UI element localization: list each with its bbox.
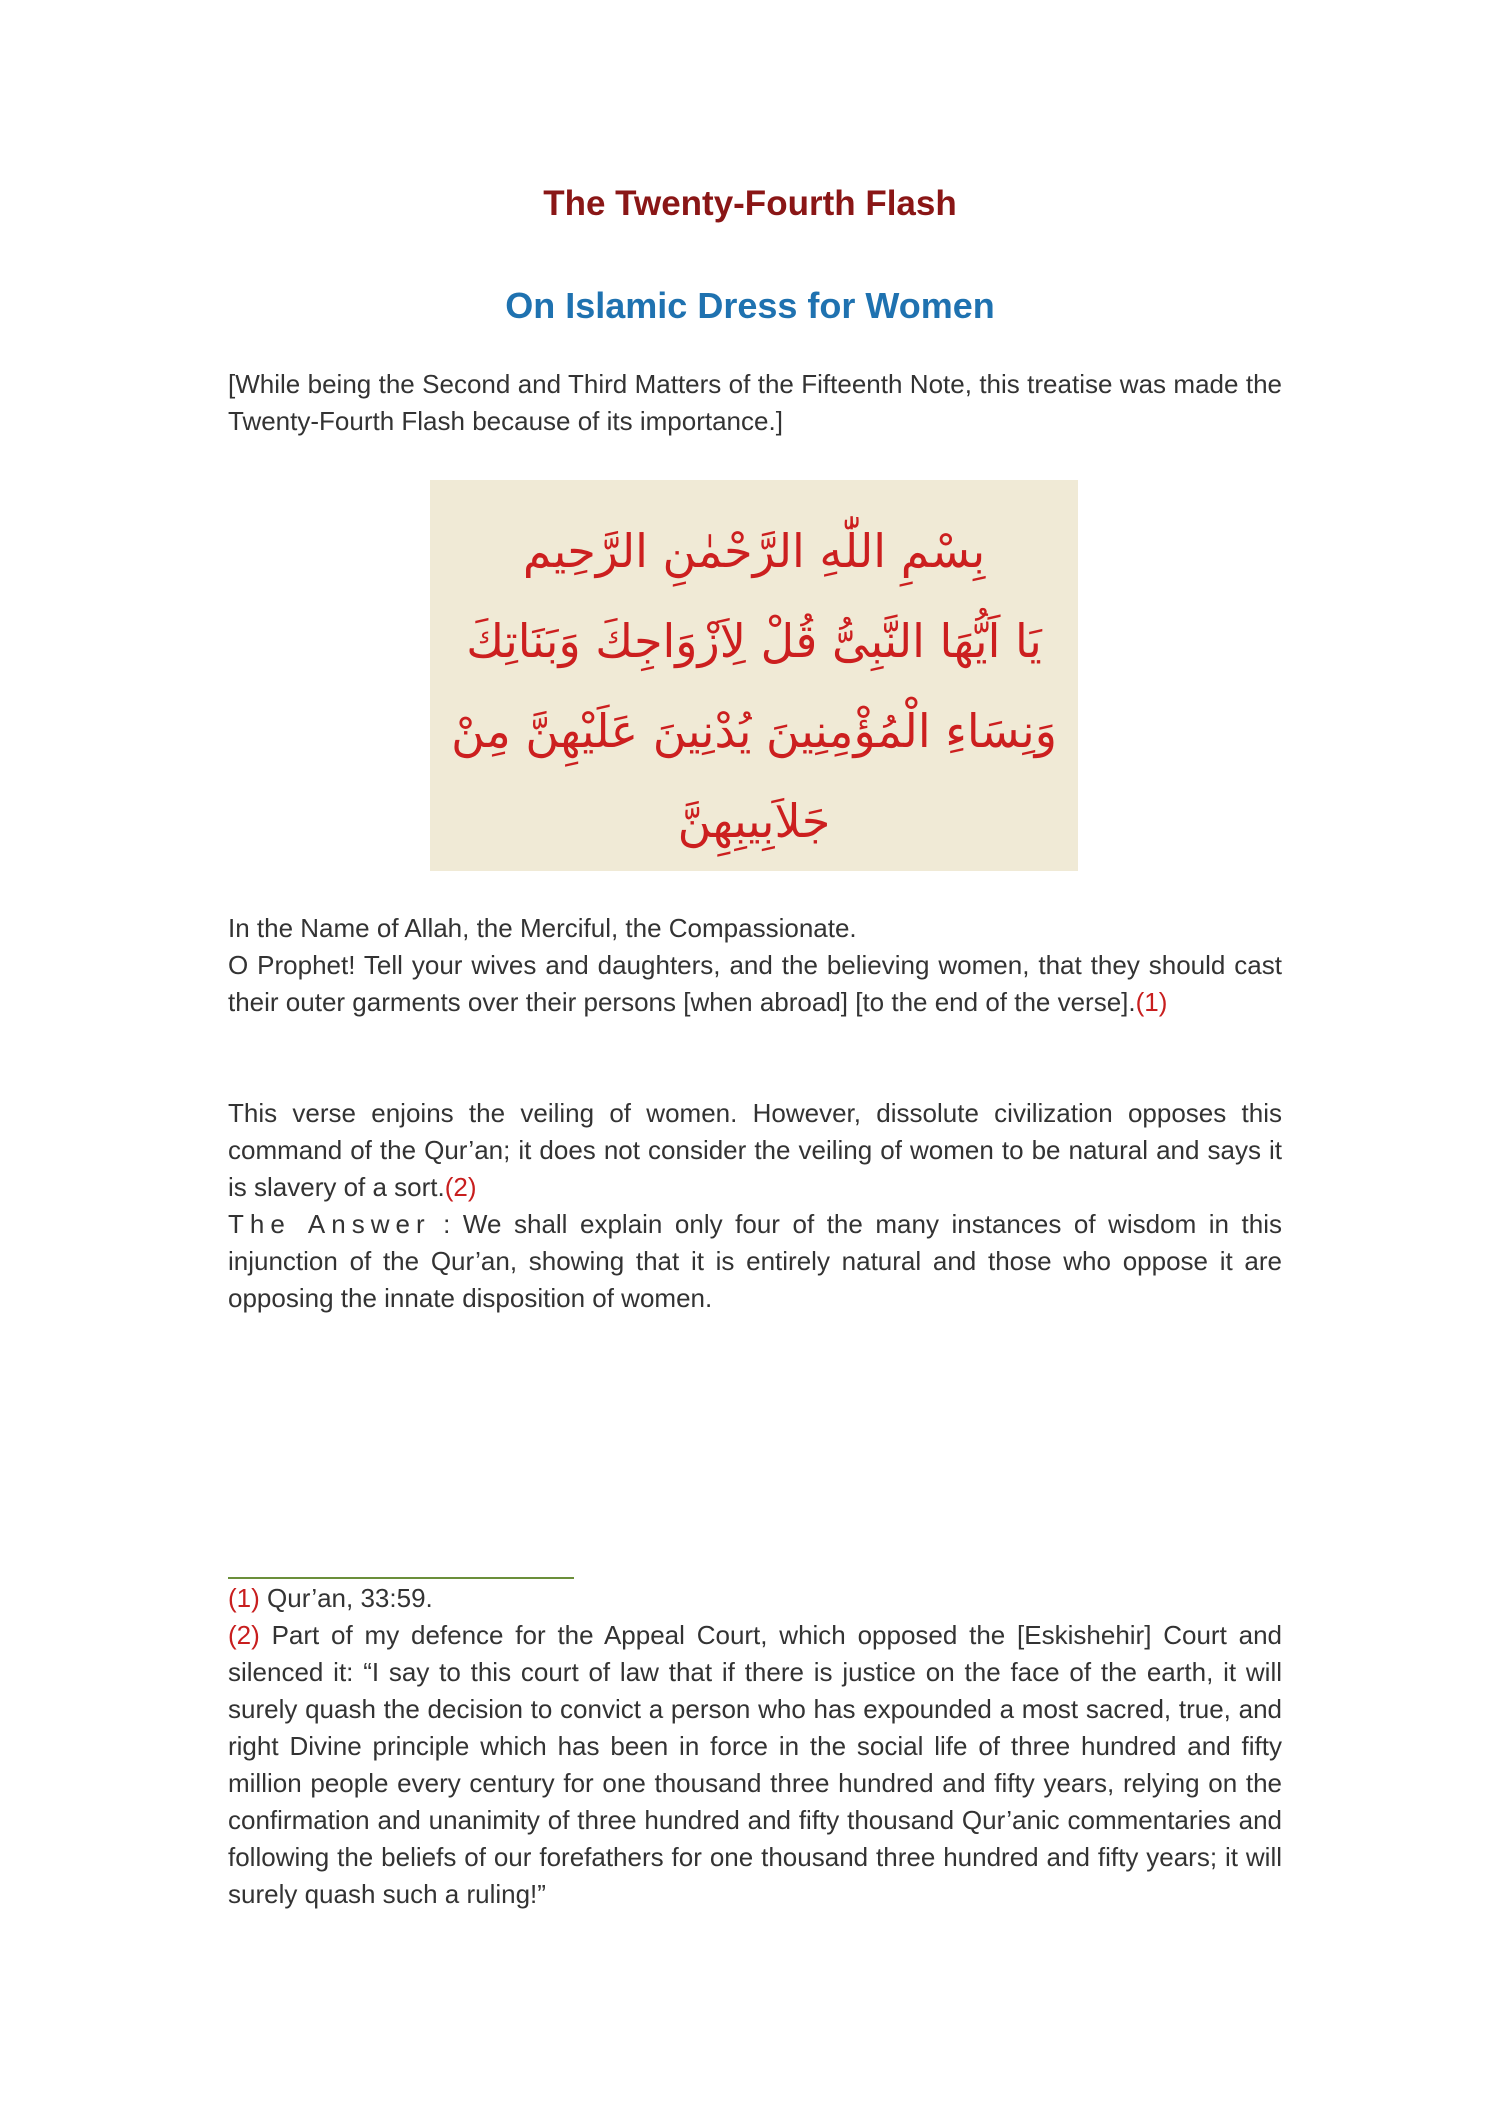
answer-label: The Answer <box>228 1209 431 1239</box>
answer-paragraph <box>228 1206 1282 1317</box>
answer-text: : We shall explain only four of the many instances of wisdom in this injunction of the Qur’an, showing that it is entirely natural and those who oppose it are opposing the innate disposition of women. <box>228 1209 1282 1313</box>
document-subtitle: On Islamic Dress for Women <box>505 285 995 326</box>
basmala-translation: In the Name of Allah, the Merciful, the Compassionate. <box>228 913 857 943</box>
footnote-text: Part of my defence for the Appeal Court, which opposed the [Eskishehir] Court and silenced it: “I say to this court of law that if there is justice on the face of the earth, it will surely quash the decision to convict a person who has expounded a most sacred, true, and right Divine principle which has been in force in the social life of three hundred and fifty million people every century for one thousand three hundred and fifty years, relying on the confirmation and unanimity of three hundred and fifty thousand Qur’anic commentaries and following the beliefs of our forefathers for one thousand three hundred and fifty years; it will surely quash such a ruling!” <box>228 1620 1282 1909</box>
intro-paragraph: [While being the Second and Third Matters of the Fifteenth Note, this treatise was made the Twenty-Fourth Flash because of its importance.] <box>228 369 1282 436</box>
body-paragraph-text: This verse enjoins the veiling of women. However, dissolute civilization opposes this command of the Qur’an; it does not consider the veiling of women to be natural and says it is slavery of a sort. <box>228 1098 1282 1202</box>
arabic-verse-line: جَلاَبِيبِهِنَّ <box>677 794 831 848</box>
verse-translation-text: O Prophet! Tell your wives and daughters, and the believing women, that they should cast their outer garments over their persons [when abroad] [to the end of the verse]. <box>228 950 1282 1017</box>
document-title: The Twenty-Fourth Flash <box>543 184 957 223</box>
body-block <box>228 1095 1282 1317</box>
footnotes-section <box>228 1580 1282 1913</box>
translation-block <box>228 910 1282 1021</box>
verse-translation <box>228 947 1282 1021</box>
footnote-reference-2[interactable]: (2) <box>444 1172 477 1202</box>
arabic-verse-panel <box>430 480 1078 871</box>
arabic-verse-line: يَا اَيُّهَا النَّبِىُّ قُلْ لِاَزْوَاجِكَ وَبَنَاتِكَ <box>466 614 1042 668</box>
footnote-marker: (2) <box>228 1620 260 1650</box>
body-paragraph <box>228 1095 1282 1206</box>
footnote-2 <box>228 1617 1282 1913</box>
footnote-1 <box>228 1580 1282 1617</box>
arabic-verse-line: بِسْمِ اللّٰهِ الرَّحْمٰنِ الرَّحِيم <box>522 524 986 578</box>
footnote-marker: (1) <box>228 1583 260 1613</box>
footnote-text: Qur’an, 33:59. <box>267 1583 433 1613</box>
arabic-verse-line: وَنِسَاءِ الْمُؤْمِنِينَ يُدْنِينَ عَلَيْهِنَّ مِنْ <box>451 704 1057 758</box>
footnote-separator <box>228 1577 574 1579</box>
footnote-reference-1[interactable]: (1) <box>1135 987 1168 1017</box>
